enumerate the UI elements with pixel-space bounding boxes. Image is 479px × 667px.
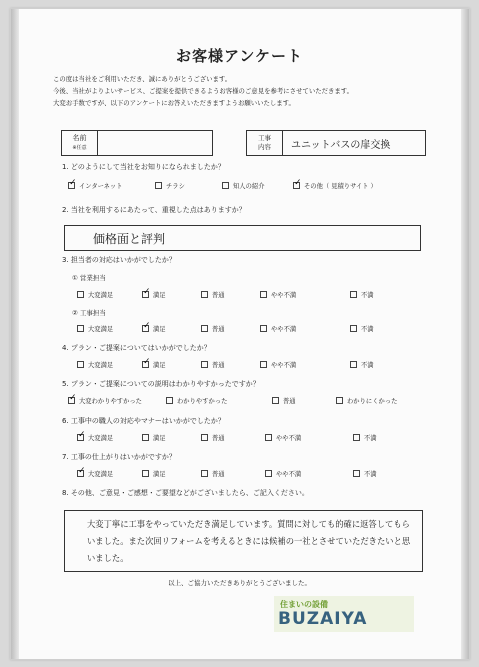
option-satisfied[interactable]: 満足 <box>142 469 166 478</box>
checkbox[interactable] <box>353 434 360 441</box>
option-very-satisfied[interactable]: 大変満足 <box>77 360 113 369</box>
checkbox[interactable] <box>201 291 208 298</box>
checkbox[interactable] <box>142 434 149 441</box>
q3-sub-sales: ① 営業担当 <box>72 274 106 282</box>
checkbox[interactable] <box>293 182 300 189</box>
checkbox[interactable] <box>222 182 229 189</box>
q2-answer-box[interactable] <box>64 225 421 251</box>
checkbox[interactable] <box>77 434 84 441</box>
intro-line: この度は当社をご利用いただき、誠にありがとうございます。 <box>53 75 232 83</box>
question-2: 2. 当社を利用するにあたって、重視した点はありますか？ <box>62 206 246 214</box>
logo-tagline: 住まいの設備 <box>280 600 328 609</box>
checkbox[interactable] <box>166 397 173 404</box>
q3-construction-options <box>0 324 479 336</box>
checkbox[interactable] <box>201 434 208 441</box>
checkbox[interactable] <box>142 470 149 477</box>
checkbox[interactable] <box>77 470 84 477</box>
q7-options <box>0 469 479 481</box>
question-3: 3. 担当者の対応はいかがでしたか？ <box>62 256 176 264</box>
option-satisfied[interactable]: ✓ 満足 <box>142 290 166 299</box>
q1-option-internet[interactable]: ✓ インターネット <box>68 181 123 190</box>
option-dissatisfied[interactable]: 不満 <box>353 469 377 478</box>
checkbox[interactable] <box>68 182 75 189</box>
checkbox[interactable] <box>265 470 272 477</box>
checkbox[interactable] <box>77 325 84 332</box>
q8-answer-box[interactable] <box>64 510 423 572</box>
checkbox[interactable] <box>260 291 267 298</box>
company-logo <box>274 596 414 632</box>
question-4: 4. プラン・ご提案についてはいかがでしたか？ <box>62 344 211 352</box>
option-somewhat-dissatisfied[interactable]: やや不満 <box>260 290 296 299</box>
q4-options <box>0 360 479 372</box>
checkbox[interactable] <box>142 291 149 298</box>
intro-line: 大変お手数ですが、以下のアンケートにお答えいただきますようお願いいたします。 <box>53 99 295 107</box>
option-somewhat-dissatisfied[interactable]: やや不満 <box>260 360 296 369</box>
work-content-field[interactable] <box>246 130 426 156</box>
q3-sales-options <box>0 290 479 302</box>
option-satisfied[interactable]: 満足 <box>142 433 166 442</box>
option-dissatisfied[interactable]: 不満 <box>350 290 374 299</box>
q1-option-flyer[interactable]: チラシ <box>155 181 185 190</box>
footer-thanks: 以上、ご協力いただきありがとうございました。 <box>168 579 311 587</box>
q5-options <box>0 396 479 408</box>
checkbox[interactable] <box>350 361 357 368</box>
checkbox[interactable] <box>142 325 149 332</box>
option-clear[interactable]: わかりやすかった <box>166 396 227 405</box>
option-dissatisfied[interactable]: 不満 <box>350 360 374 369</box>
question-8: 8. その他、ご意見・ご感想・ご要望などがございましたら、ご記入ください。 <box>62 489 309 497</box>
question-1: 1. どのようにして当社をお知りになられましたか？ <box>62 163 225 171</box>
option-very-satisfied[interactable]: 大変満足 <box>77 324 113 333</box>
checkbox[interactable] <box>353 470 360 477</box>
option-somewhat-dissatisfied[interactable]: やや不満 <box>260 324 296 333</box>
q1-option-other[interactable]: ✓ その他（ 見積りサイト ） <box>293 181 377 190</box>
name-note: ※任意 <box>72 145 87 151</box>
option-normal[interactable]: 普通 <box>201 324 225 333</box>
checkbox[interactable] <box>155 182 162 189</box>
work-label-2: 内容 <box>258 143 271 151</box>
question-5: 5. プラン・ご提案についての説明はわかりやすかったですか？ <box>62 380 260 388</box>
checkbox[interactable] <box>265 434 272 441</box>
option-normal[interactable]: 普通 <box>201 433 225 442</box>
intro-text <box>53 73 353 109</box>
option-very-satisfied[interactable]: ✓ 大変満足 <box>77 433 113 442</box>
option-somewhat-dissatisfied[interactable]: やや不満 <box>265 469 301 478</box>
q6-options <box>0 433 479 445</box>
q1-options <box>0 181 479 193</box>
logo-wordmark: BUZAIYA <box>278 609 368 629</box>
option-very-clear[interactable]: ✓ 大変わかりやすかった <box>68 396 142 405</box>
work-label <box>247 131 283 155</box>
checkbox[interactable] <box>336 397 343 404</box>
work-label-1: 工事 <box>258 134 271 142</box>
work-content-value: ユニットバスの扉交換 <box>291 140 391 151</box>
option-normal[interactable]: 普通 <box>272 396 296 405</box>
q8-answer: 大変丁寧に工事をやっていただき満足しています。質問に対しても的確に返答してもらいました。また次回リフォームを考えるときには候補の一社とさせていただきたいと思いました。 <box>87 519 411 563</box>
name-label-text: 名前 <box>72 134 87 142</box>
checkbox[interactable] <box>350 291 357 298</box>
option-somewhat-dissatisfied[interactable]: やや不満 <box>265 433 301 442</box>
option-normal[interactable]: 普通 <box>201 290 225 299</box>
option-dissatisfied[interactable]: 不満 <box>353 433 377 442</box>
checkbox[interactable] <box>201 325 208 332</box>
option-normal[interactable]: 普通 <box>201 360 225 369</box>
checkbox[interactable] <box>201 470 208 477</box>
q1-option-referral[interactable]: 知人の紹介 <box>222 181 264 190</box>
option-satisfied[interactable]: ✓ 満足 <box>142 324 166 333</box>
option-satisfied[interactable]: ✓ 満足 <box>142 360 166 369</box>
checkbox[interactable] <box>260 361 267 368</box>
checkbox[interactable] <box>68 397 75 404</box>
checkbox[interactable] <box>142 361 149 368</box>
option-dissatisfied[interactable]: 不満 <box>350 324 374 333</box>
q3-sub-construction: ② 工事担当 <box>72 309 106 317</box>
q2-answer: 価格面と評判 <box>93 232 166 246</box>
option-very-satisfied[interactable]: ✓ 大変満足 <box>77 469 113 478</box>
name-label <box>62 131 98 155</box>
question-7: 7. 工事の仕上がりはいかがですか？ <box>62 453 176 461</box>
option-normal[interactable]: 普通 <box>201 469 225 478</box>
checkbox[interactable] <box>77 361 84 368</box>
question-6: 6. 工事中の職人の対応やマナーはいかがでしたか？ <box>62 417 225 425</box>
checkbox[interactable] <box>350 325 357 332</box>
page-title: お客様アンケート <box>175 47 304 65</box>
name-field[interactable] <box>61 130 213 156</box>
checkbox[interactable] <box>272 397 279 404</box>
option-unclear[interactable]: わかりにくかった <box>336 396 397 405</box>
intro-line: 今後、当社がよりよいサービス、ご提案を提供できるようお客様のご意見を参考にさせていただきます。 <box>53 87 354 95</box>
checkbox[interactable] <box>260 325 267 332</box>
option-very-satisfied[interactable]: 大変満足 <box>77 290 113 299</box>
checkbox[interactable] <box>201 361 208 368</box>
checkbox[interactable] <box>77 291 84 298</box>
